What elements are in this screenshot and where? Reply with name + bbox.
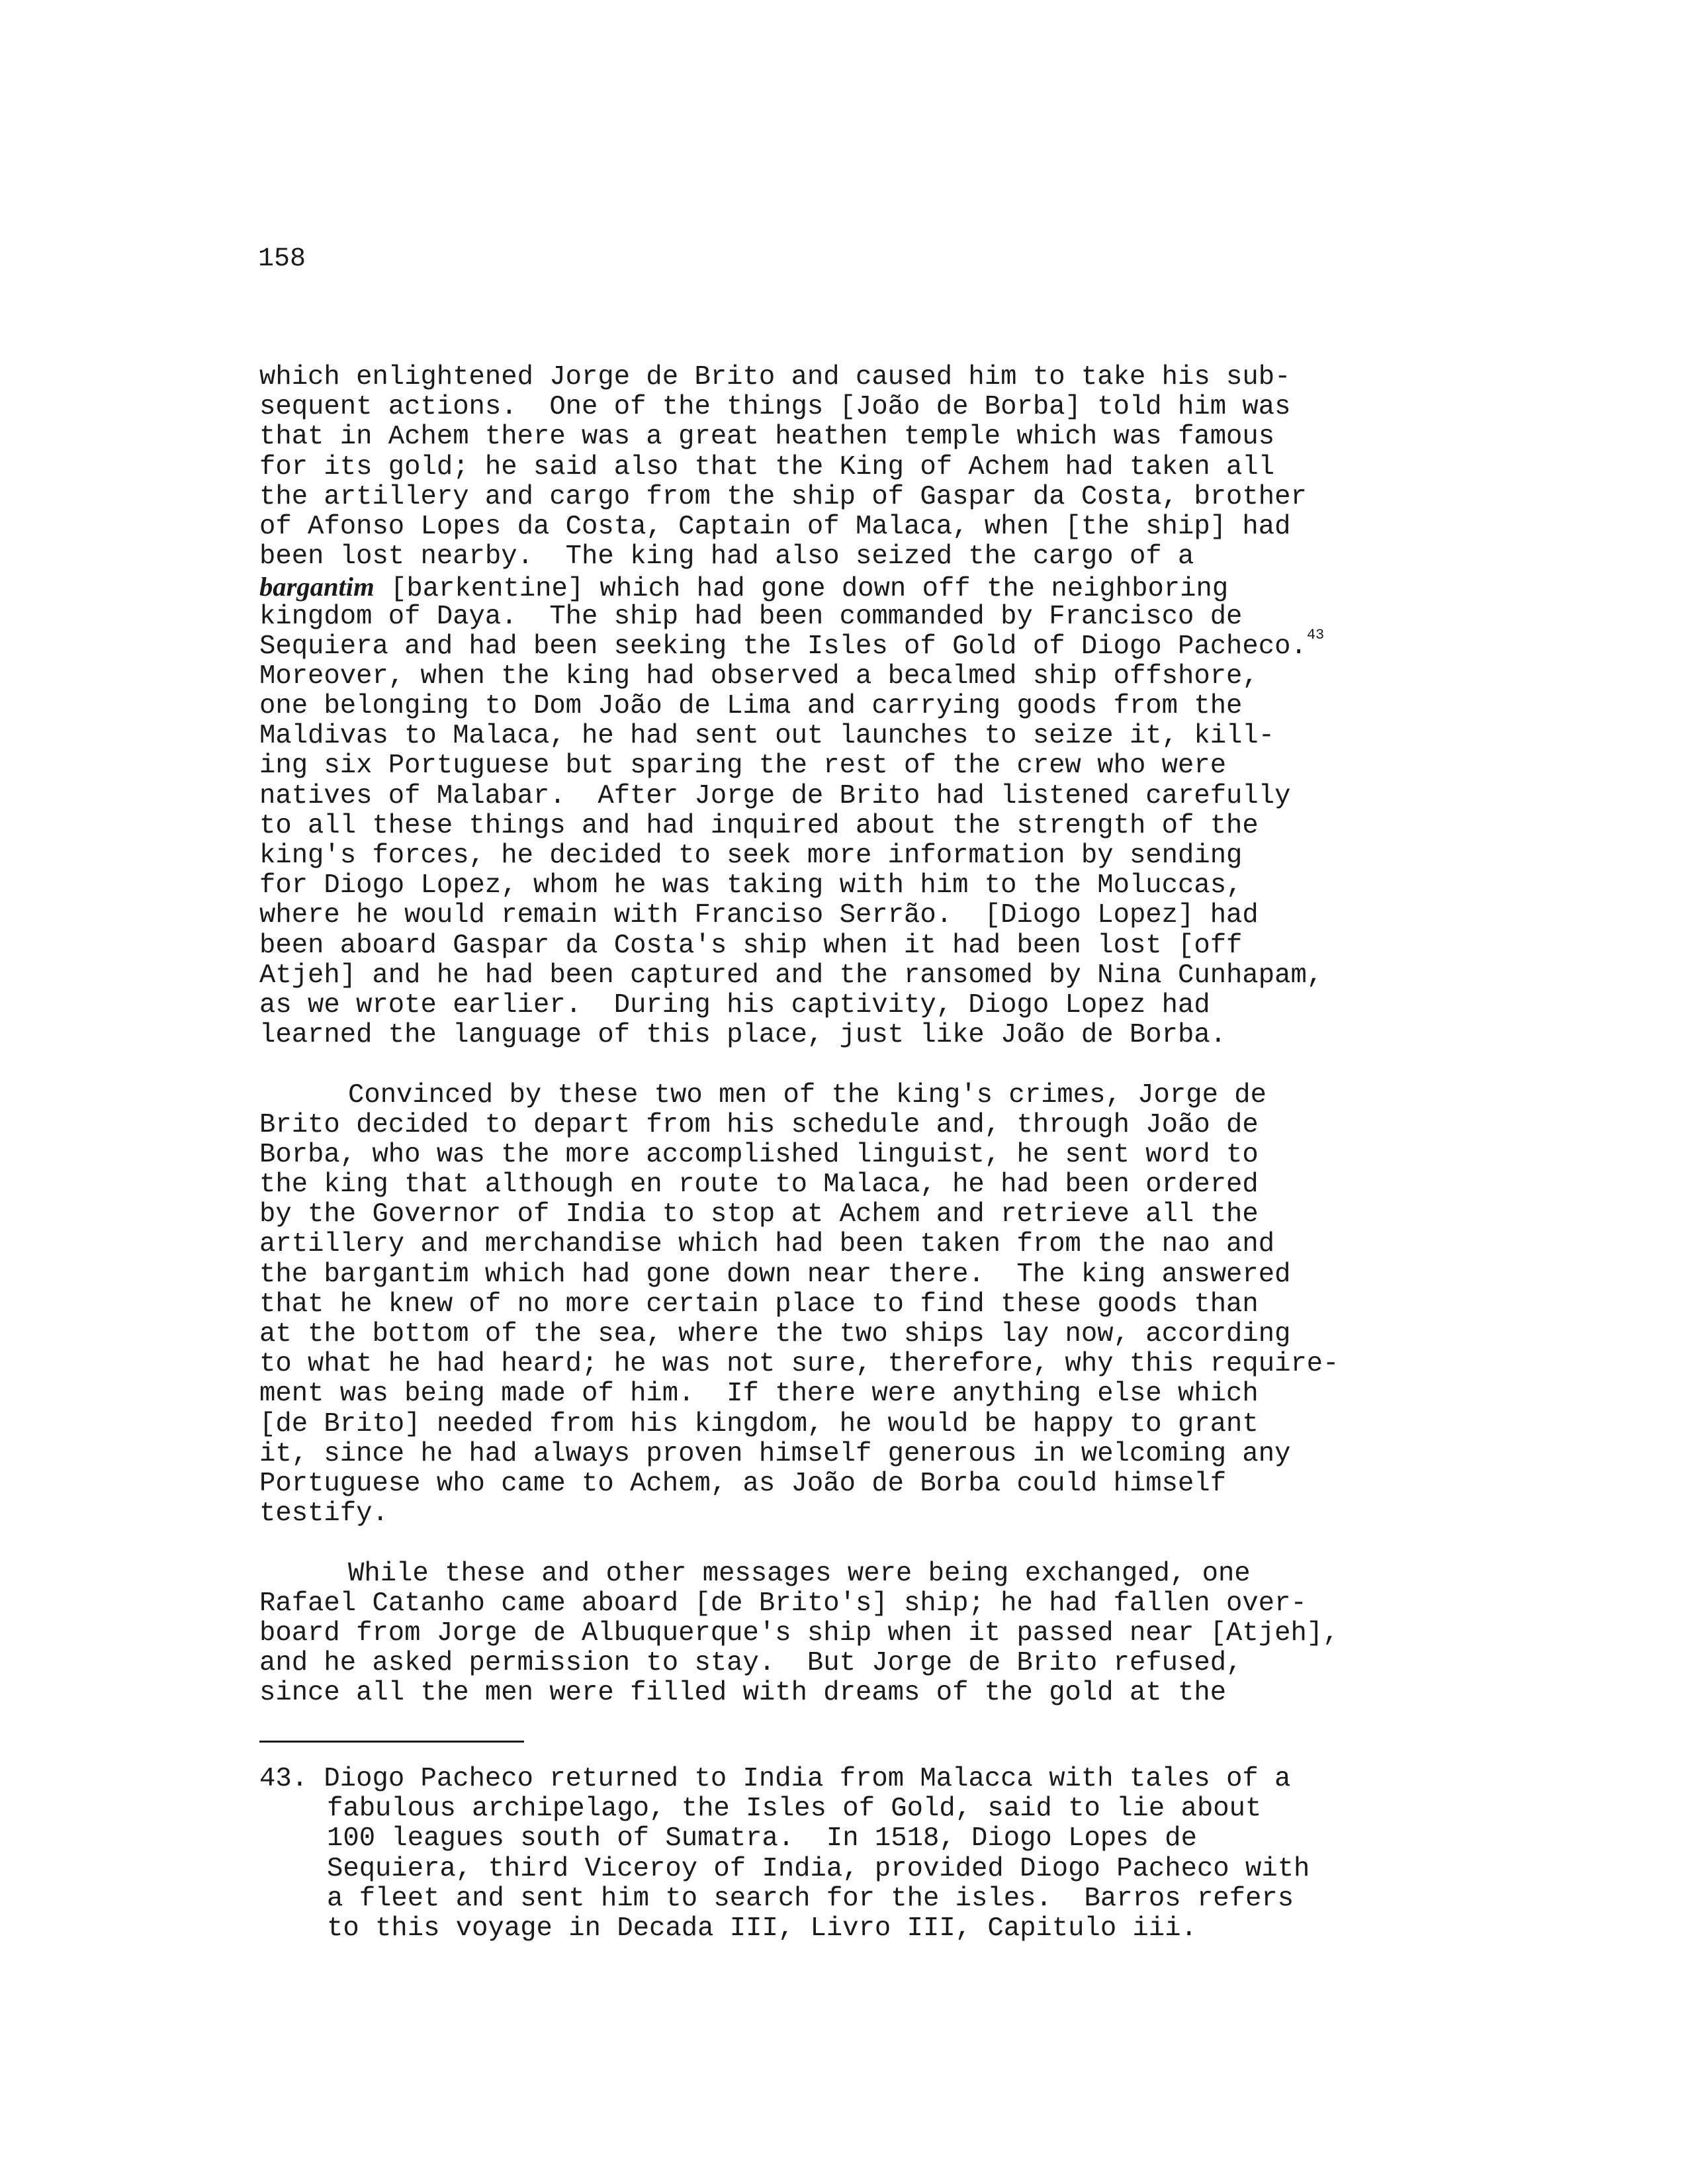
text-line: one belonging to Dom João de Lima and carrying goods from the bbox=[259, 691, 1243, 722]
text-line: ment was being made of him. If there were anything else which bbox=[259, 1379, 1259, 1410]
text-line: Atjeh] and he had been captured and the ransomed by Nina Cunhapam, bbox=[259, 960, 1323, 991]
text-line: been lost nearby. The king had also seized the cargo of a bbox=[259, 541, 1194, 572]
text-line: artillery and merchandise which had been taken from the nao and bbox=[259, 1229, 1275, 1260]
text-line: Convinced by these two men of the king's crimes, Jorge de bbox=[348, 1079, 1266, 1111]
text-line: it, since he had always proven himself generous in welcoming any bbox=[259, 1438, 1291, 1469]
text-line: the bargantim which had gone down near there. The king answered bbox=[259, 1259, 1291, 1290]
text-line: the king that although en route to Malaca, he had been ordered bbox=[259, 1169, 1259, 1201]
text-line: for its gold; he said also that the King of Achem had taken all bbox=[259, 451, 1275, 482]
paragraph-gap bbox=[259, 1529, 1464, 1559]
paragraph-2 bbox=[259, 1081, 1464, 1529]
text-line: where he would remain with Franciso Serrão. [Diogo Lopez] had bbox=[259, 900, 1259, 931]
text-line: Portuguese who came to Achem, as João de Borba could himself bbox=[259, 1468, 1227, 1499]
text-line: the artillery and cargo from the ship of Gaspar da Costa, brother bbox=[259, 481, 1307, 512]
text-line: as we wrote earlier. During his captivity, Diogo Lopez had bbox=[259, 989, 1210, 1021]
footnote-line: to this voyage in Decada III, Livro III, Capitulo iii. bbox=[327, 1913, 1197, 1944]
footnote-line: 100 leagues south of Sumatra. In 1518, Diogo Lopes de bbox=[327, 1823, 1197, 1854]
text-line: by the Governor of India to stop at Achem and retrieve all the bbox=[259, 1199, 1259, 1230]
text-line: and he asked permission to stay. But Jorge de Brito refused, bbox=[259, 1648, 1243, 1679]
text-line: to what he had heard; he was not sure, therefore, why this require- bbox=[259, 1349, 1339, 1380]
text-line: that in Achem there was a great heathen temple which was famous bbox=[259, 422, 1275, 453]
text-line-content: Sequiera and had been seeking the Isles of Gold of Diogo Pacheco. bbox=[259, 631, 1307, 662]
text-line: sequent actions. One of the things [João de Borba] told him was bbox=[259, 392, 1291, 423]
text-line: Moreover, when the king had observed a becalmed ship offshore, bbox=[259, 660, 1259, 692]
footnote-text: Diogo Pacheco returned to India from Malacca with tales of a bbox=[324, 1764, 1291, 1794]
text-line: of Afonso Lopes da Costa, Captain of Malaca, when [the ship] had bbox=[259, 511, 1291, 542]
footnote-line: fabulous archipelago, the Isles of Gold, said to lie about bbox=[327, 1794, 1262, 1825]
footnote-label: 43. bbox=[259, 1764, 308, 1794]
text-line-with-italic bbox=[259, 572, 1464, 605]
text-line: since all the men were filled with dreams of the gold at the bbox=[259, 1678, 1227, 1709]
paragraph-3 bbox=[259, 1559, 1464, 1709]
footnote-line: Sequiera, third Viceroy of India, provided Diogo Pacheco with bbox=[327, 1853, 1310, 1884]
main-text bbox=[259, 363, 1464, 1708]
text-line: for Diogo Lopez, whom he was taking with him to the Moluccas, bbox=[259, 870, 1243, 901]
footnote-line: a fleet and sent him to search for the isles. Barros refers bbox=[327, 1883, 1294, 1914]
text-line: board from Jorge de Albuquerque's ship when it passed near [Atjeh], bbox=[259, 1617, 1339, 1649]
text-line: learned the language of this place, just like João de Borba. bbox=[259, 1020, 1227, 1051]
text-line: ing six Portuguese but sparing the rest of the crew who were bbox=[259, 751, 1227, 782]
text-line: [de Brito] needed from his kingdom, he would be happy to grant bbox=[259, 1408, 1259, 1439]
paragraph-gap bbox=[259, 1050, 1464, 1080]
text-line: natives of Malabar. After Jorge de Brito had listened carefully bbox=[259, 780, 1291, 811]
footnote-marker: 43 bbox=[1306, 626, 1325, 643]
italic-term: bargantim bbox=[259, 572, 375, 602]
text-line: king's forces, he decided to seek more information by sending bbox=[259, 841, 1243, 871]
text-line: which enlightened Jorge de Brito and caused him to take his sub- bbox=[259, 362, 1291, 392]
footnote-43 bbox=[259, 1764, 1464, 1944]
text-line: Maldivas to Malaca, he had sent out launches to seize it, kill- bbox=[259, 721, 1275, 752]
footnote-divider bbox=[259, 1741, 524, 1743]
text-line: While these and other messages were being exchanged, one bbox=[348, 1558, 1251, 1589]
text-line: to all these things and had inquired about the strength of the bbox=[259, 810, 1259, 841]
text-line: Rafael Catanho came aboard [de Brito's] ship; he had fallen over- bbox=[259, 1588, 1307, 1619]
footnote-first-line bbox=[259, 1764, 1464, 1794]
text-line-rest: [barkentine] which had gone down off the neighboring bbox=[390, 574, 1229, 605]
text-line: that he knew of no more certain place to find these goods than bbox=[259, 1289, 1259, 1320]
page-number: 158 bbox=[258, 244, 306, 274]
text-line: at the bottom of the sea, where the two ships lay now, according bbox=[259, 1319, 1291, 1349]
text-line: Brito decided to depart from his schedule and, through João de bbox=[259, 1109, 1259, 1140]
text-line: Borba, who was the more accomplished linguist, he sent word to bbox=[259, 1139, 1259, 1170]
text-line: kingdom of Daya. The ship had been commanded by Francisco de bbox=[259, 601, 1243, 632]
text-line-with-footnote bbox=[259, 626, 1464, 662]
text-line: testify. bbox=[259, 1498, 388, 1529]
paragraph-1 bbox=[259, 363, 1464, 1050]
text-line: been aboard Gaspar da Costa's ship when it had been lost [off bbox=[259, 930, 1243, 961]
